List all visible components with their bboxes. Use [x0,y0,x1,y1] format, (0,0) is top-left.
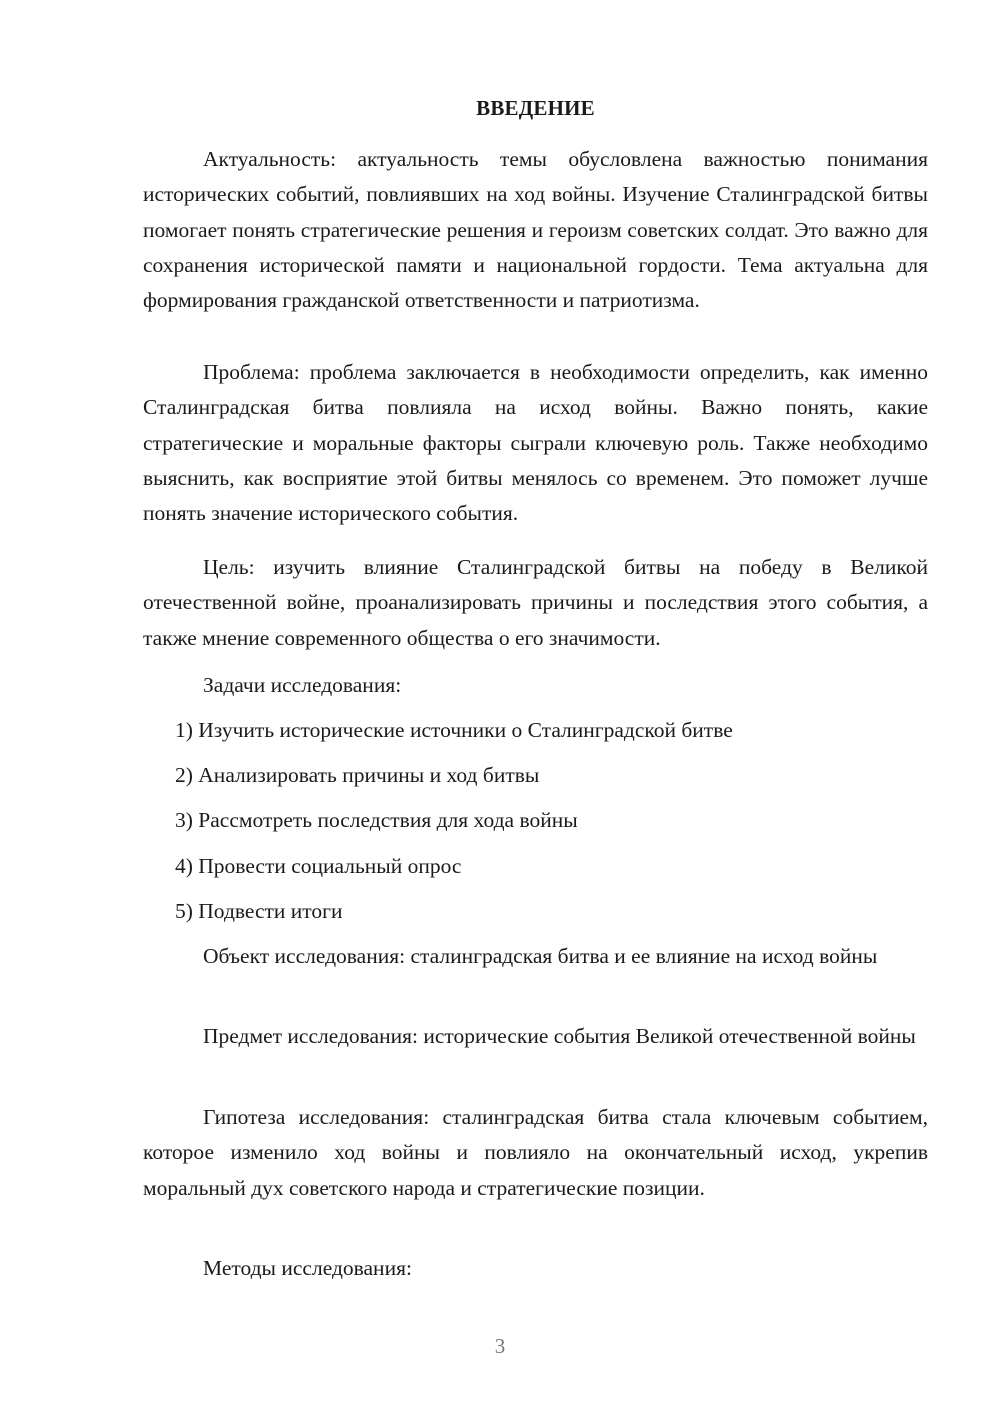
page-number: 3 [494,1334,506,1358]
paragraph-object: Объект исследования: сталинградская битва и ее влияние на исход войны [203,944,878,968]
page-title: ВВЕДЕНИЕ [476,96,595,120]
task-item-4: 4) Провести социальный опрос [175,854,462,878]
paragraph-goal: Цель: изучить влияние Сталинградской битвы на победу в Великой отечественной войне, проанализировать причины и последствия этого события, а также мнение современного общества о его значимости. [143,555,928,650]
tasks-heading: Задачи исследования: [203,673,402,697]
paragraph-problem: Проблема: проблема заключается в необходимости определить, как именно Сталинградская битва повлияла на исход войны. Важно понять, какие стратегические и моральные факторы сыграли ключевую роль. Также необходимо выяснить, как восприятие этой битвы менялось со временем. Это поможет лучше понять значение исторического события. [143,360,928,526]
task-item-1: 1) Изучить исторические источники о Сталинградской битве [175,718,733,742]
paragraph-subject: Предмет исследования: исторические события Великой отечественной войны [203,1024,916,1048]
paragraph-hypothesis: Гипотеза исследования: сталинградская битва стала ключевым событием, которое изменило ход войны и повлияло на окончательный исход, укрепив моральный дух советского народа и стратегические позиции. [143,1105,928,1200]
task-item-2: 2) Анализировать причины и ход битвы [175,763,540,787]
task-item-3: 3) Рассмотреть последствия для хода войны [175,808,578,832]
paragraph-relevance: Актуальность: актуальность темы обусловлена важностью понимания исторических событий, повлиявших на ход войны. Изучение Сталинградской битвы помогает понять стратегические решения и героизм советских солдат. Это важно для сохранения исторической памяти и национальной гордости. Тема актуальна для формирования гражданской ответственности и патриотизма. [143,147,928,313]
methods-heading: Методы исследования: [203,1256,412,1280]
task-item-5: 5) Подвести итоги [175,899,343,923]
